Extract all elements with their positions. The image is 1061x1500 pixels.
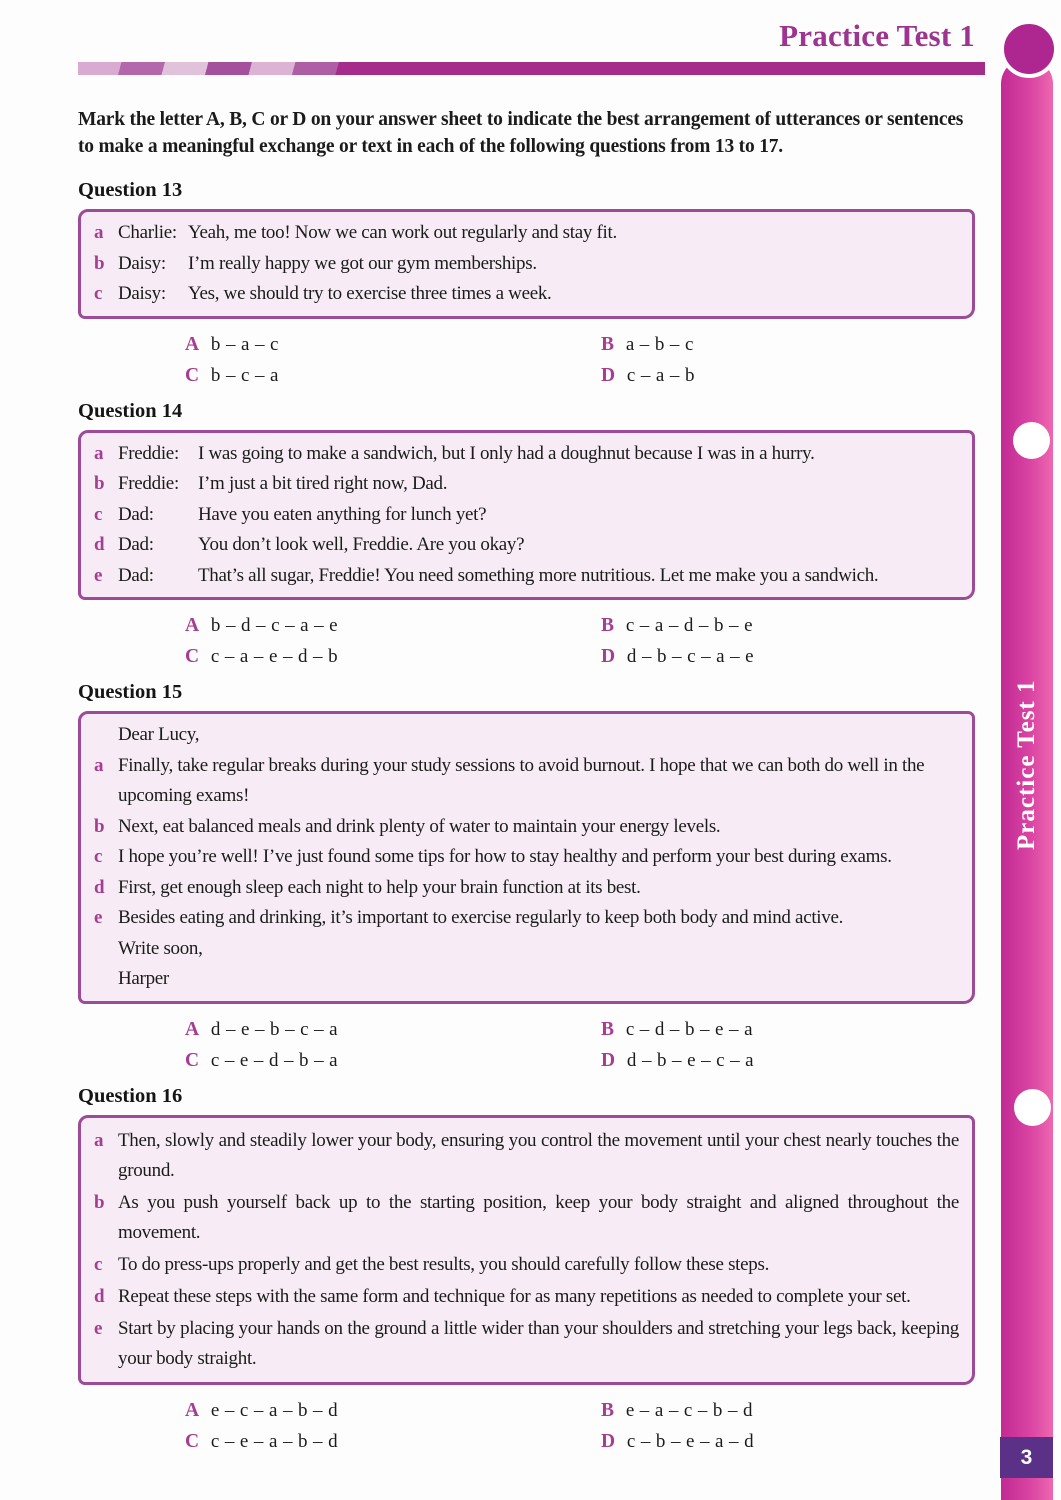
item-text: Start by placing your hands on the ground a little wider than your shoulders and stretching your legs back, keeping your body straight.: [118, 1317, 959, 1369]
option-label: B: [601, 1018, 614, 1040]
item-letter: a: [94, 442, 104, 464]
question-13-section: [78, 179, 975, 391]
option-label: A: [185, 1399, 199, 1421]
question-13-options: [185, 329, 975, 391]
question-15-box: [78, 711, 975, 1004]
item-speaker: Dad:: [118, 564, 154, 586]
option-value: d – b – e – c – a: [626, 1049, 754, 1071]
item-text: Finally, take regular breaks during your study sessions to avoid burnout. I hope that we can both do well in the upcoming exams!: [118, 754, 925, 806]
option-b: [601, 329, 975, 360]
option-label: B: [601, 333, 614, 355]
option-value: c – b – e – a – d: [626, 1430, 754, 1452]
dialogue-row: [94, 439, 959, 470]
question-15-options: [185, 1014, 975, 1076]
question-16-title: Question 16: [78, 1084, 183, 1107]
item-letter: [94, 964, 118, 995]
sentence-row: [94, 751, 959, 812]
question-16-options: [185, 1395, 975, 1457]
item-letter: b: [94, 473, 105, 494]
question-16-box: [78, 1115, 975, 1385]
option-label: D: [601, 646, 615, 667]
option-value: a – b – c: [625, 333, 694, 355]
option-label: C: [185, 646, 199, 667]
item-text: Next, eat balanced meals and drink plenty of water to maintain your energy levels.: [118, 815, 721, 837]
item-letter: c: [94, 283, 103, 304]
item-letter: a: [94, 222, 104, 243]
question-15-section: [78, 681, 975, 1076]
item-text: Have you eaten anything for lunch yet?: [198, 503, 487, 525]
item-letter: d: [94, 876, 105, 898]
option-label: A: [185, 615, 199, 636]
sentence-row: [94, 842, 959, 873]
item-text: I’m really happy we got our gym memberships.: [188, 252, 537, 274]
option-a: [185, 610, 601, 641]
item-letter: c: [94, 503, 103, 525]
item-text: Yeah, me too! Now we can work out regularly and stay fit.: [188, 222, 617, 243]
option-label: D: [601, 364, 615, 386]
item-letter: a: [94, 754, 104, 776]
item-speaker: Dad:: [118, 534, 154, 555]
sentence-row: [94, 1126, 959, 1186]
option-label: C: [185, 1430, 199, 1452]
question-16-section: [78, 1085, 975, 1457]
option-value: c – a – d – b – e: [625, 615, 753, 636]
option-d: [601, 1045, 975, 1076]
option-value: b – d – c – a – e: [210, 615, 338, 636]
page-number: 3: [1020, 1445, 1033, 1469]
item-letter: b: [94, 1191, 105, 1213]
sentence-row: [94, 1188, 959, 1248]
option-value: c – a – b: [626, 364, 695, 386]
item-speaker: Freddie:: [118, 473, 179, 494]
dialogue-row: [94, 469, 959, 500]
option-c: [185, 641, 601, 672]
option-a: [185, 1395, 601, 1426]
option-label: C: [185, 1049, 199, 1071]
item-text: Then, slowly and steadily lower your body, ensuring you control the movement until your chest nearly touches the ground.: [118, 1129, 959, 1181]
item-text: Write soon,: [118, 937, 203, 959]
header-divider-bar: [78, 62, 985, 75]
item-text: You don’t look well, Freddie. Are you okay?: [198, 534, 525, 555]
item-speaker: Dad:: [118, 503, 154, 525]
binder-hole-circle: [1013, 422, 1050, 459]
question-14-box: [78, 430, 975, 601]
question-14-options: [185, 610, 975, 672]
dialogue-row: [94, 279, 959, 310]
dialogue-row: [94, 561, 959, 592]
item-text: First, get enough sleep each night to help your brain function at its best.: [118, 876, 641, 898]
item-text: Besides eating and drinking, it’s important to exercise regularly to keep both body and mind active.: [118, 907, 844, 928]
item-letter: b: [94, 815, 105, 837]
item-text: I’m just a bit tired right now, Dad.: [198, 473, 448, 494]
option-a: [185, 329, 601, 360]
dialogue-row: [94, 530, 959, 561]
question-13-box: [78, 209, 975, 319]
sentence-row: [94, 1250, 959, 1280]
item-letter: [94, 934, 118, 965]
option-value: c – d – b – e – a: [625, 1018, 753, 1040]
option-label: C: [185, 364, 199, 386]
item-text: Yes, we should try to exercise three times a week.: [188, 283, 552, 304]
sentence-row: [94, 1314, 959, 1374]
item-speaker: Daisy:: [118, 252, 166, 274]
item-speaker: Freddie:: [118, 442, 179, 464]
option-d: [601, 641, 975, 672]
option-value: c – e – a – b – d: [210, 1430, 338, 1452]
option-label: A: [185, 1018, 199, 1040]
item-text: To do press-ups properly and get the best results, you should carefully follow these steps.: [118, 1253, 770, 1275]
option-value: e – a – c – b – d: [625, 1399, 753, 1421]
item-letter: c: [94, 1253, 103, 1275]
instructions-text: Mark the letter A, B, C or D on your answer sheet to indicate the best arrangement of utterances or sentences to make a meaningful exchange or text in each of the following questions from 13 to 17.: [78, 108, 964, 157]
dialogue-row: [94, 249, 959, 280]
content-column: [78, 86, 975, 1459]
option-value: e – c – a – b – d: [210, 1399, 338, 1421]
option-value: b – a – c: [210, 333, 279, 355]
option-value: d – e – b – c – a: [210, 1018, 338, 1040]
letter-signature-row: [94, 964, 959, 995]
dialogue-row: [94, 500, 959, 531]
item-text: As you push yourself back up to the starting position, keep your body straight and aligned throughout the movement.: [118, 1191, 959, 1243]
item-letter: e: [94, 1317, 103, 1339]
sentence-row: [94, 812, 959, 843]
option-b: [601, 610, 975, 641]
item-text: Repeat these steps with the same form and technique for as many repetitions as needed to complete your set.: [118, 1285, 911, 1307]
letter-salutation-row: [94, 720, 959, 751]
item-letter: e: [94, 907, 103, 928]
question-13-title: Question 13: [78, 179, 183, 201]
item-speaker: Daisy:: [118, 283, 166, 304]
option-d: [601, 360, 975, 391]
option-label: B: [601, 1399, 614, 1421]
sentence-row: [94, 873, 959, 904]
question-15-title: Question 15: [78, 681, 183, 703]
dialogue-row: [94, 218, 959, 249]
option-b: [601, 1395, 975, 1426]
sentence-row: [94, 903, 959, 934]
letter-closing-row: [94, 934, 959, 965]
option-b: [601, 1014, 975, 1045]
page-title: Practice Test 1: [779, 18, 975, 53]
page-number-badge: [1000, 1437, 1053, 1478]
item-text: Dear Lucy,: [118, 724, 200, 745]
item-text: That’s all sugar, Freddie! You need something more nutritious. Let me make you a sandwich.: [198, 564, 879, 586]
item-letter: c: [94, 846, 103, 867]
option-label: A: [185, 333, 199, 355]
option-a: [185, 1014, 601, 1045]
item-letter: e: [94, 564, 103, 586]
option-label: D: [601, 1049, 615, 1071]
item-letter: b: [94, 252, 105, 274]
option-c: [185, 1426, 601, 1457]
item-letter: a: [94, 1129, 104, 1151]
option-value: c – a – e – d – b: [210, 646, 338, 667]
item-letter: d: [94, 1285, 105, 1307]
option-value: d – b – c – a – e: [626, 646, 754, 667]
question-14-title: Question 14: [78, 399, 183, 422]
item-speaker: Charlie:: [118, 222, 177, 243]
item-text: I was going to make a sandwich, but I only had a doughnut because I was in a hurry.: [198, 442, 815, 464]
item-text: I hope you’re well! I’ve just found some tips for how to stay healthy and perform your best during exams.: [118, 846, 892, 867]
option-label: D: [601, 1430, 615, 1452]
item-text: Harper: [118, 968, 169, 989]
option-value: b – c – a: [210, 364, 279, 386]
option-c: [185, 1045, 601, 1076]
question-14-section: [78, 400, 975, 673]
option-label: B: [601, 615, 614, 636]
item-letter: [94, 720, 118, 751]
option-d: [601, 1426, 975, 1457]
sidebar-section-label: Practice Test 1: [1013, 679, 1040, 851]
binder-hole-circle: [1014, 1089, 1051, 1126]
sentence-row: [94, 1282, 959, 1312]
item-letter: d: [94, 534, 105, 555]
option-c: [185, 360, 601, 391]
option-value: c – e – d – b – a: [210, 1049, 338, 1071]
binder-dot-dark-circle: [1000, 20, 1058, 78]
